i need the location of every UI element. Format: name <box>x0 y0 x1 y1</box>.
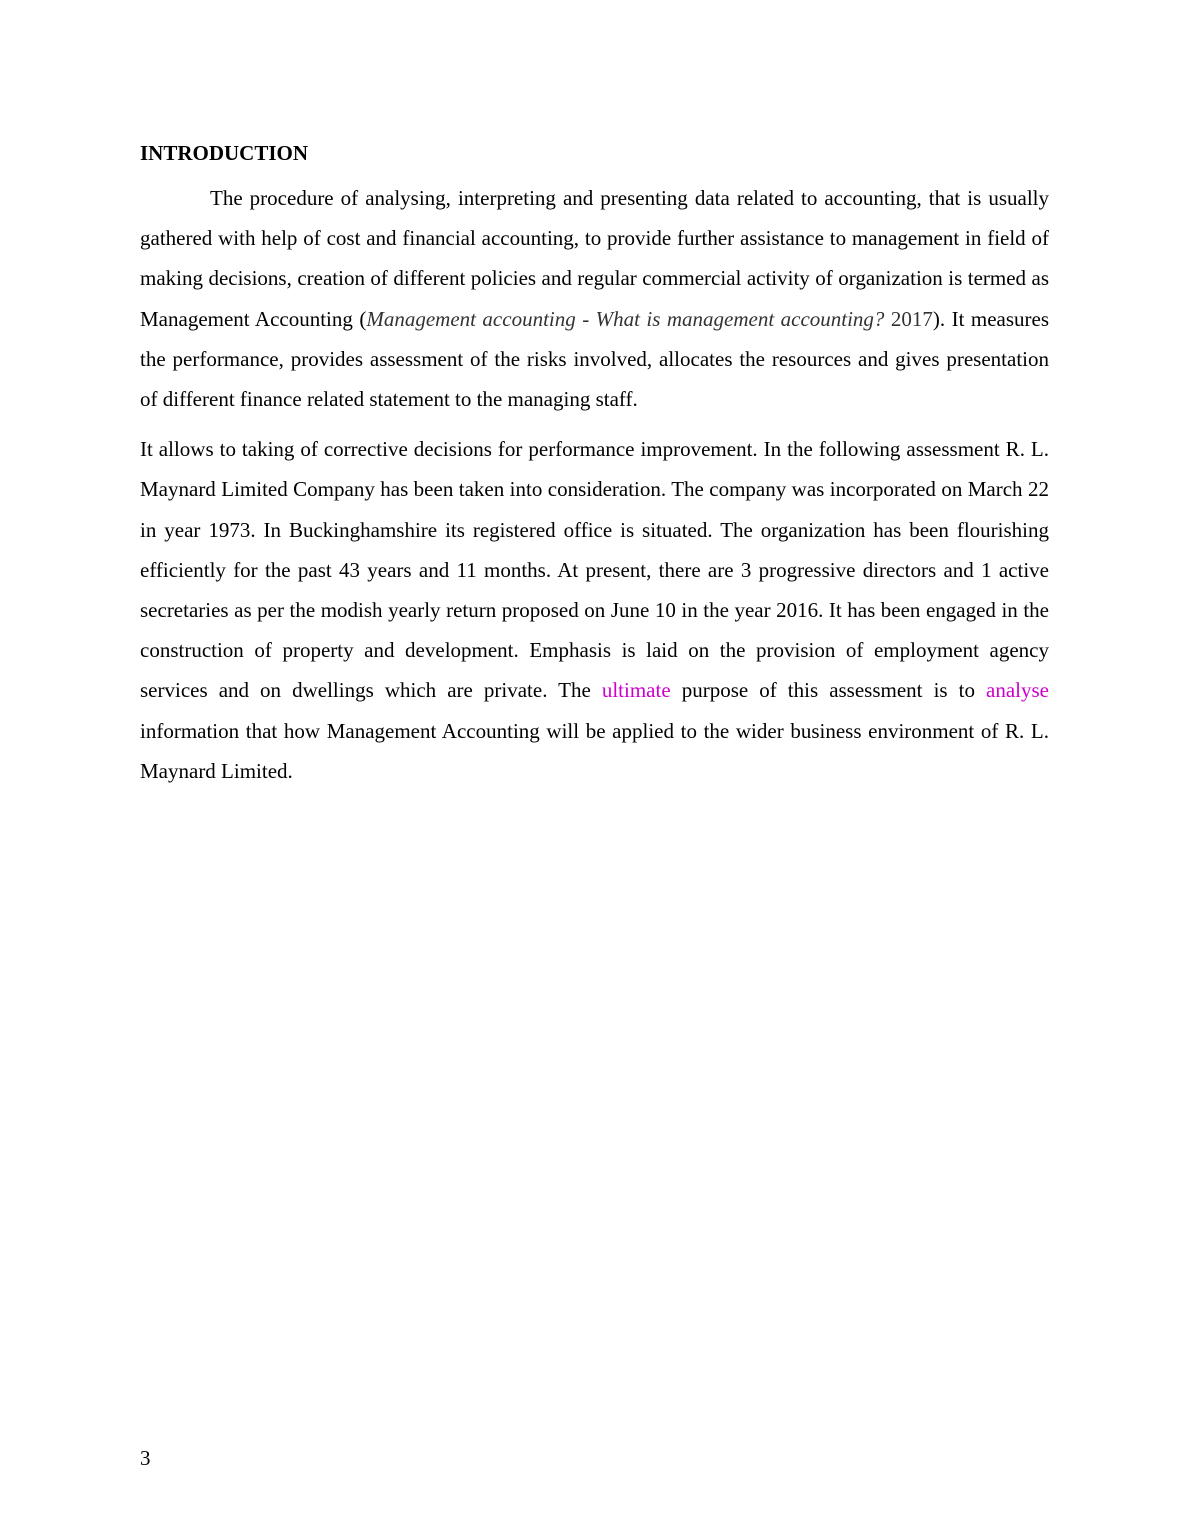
paragraph-2-text-part-1: It allows to taking of corrective decisions for performance improvement. In the following assessment R. L. Maynard Limited Company has been taken into consideration. The company was incorporated on March 22 in year 1973. In Buckinghamshire its registered office is situated. The organization has been flourishing efficiently for the past 43 years and 11 months. At present, there are 3 progressive directors and 1 active secretaries as per the modish yearly return proposed on June 10 in the year 2016. It has been engaged in the construction of property and development. Emphasis is laid on the provision of employment agency services and on dwellings which are private. The <box>140 437 1049 703</box>
paragraph-2-text-part-2: purpose of this assessment is to <box>670 678 987 703</box>
page-number: 3 <box>140 1446 151 1470</box>
citation-year: 2017 <box>884 306 933 331</box>
citation-title: Management accounting - What is management accounting? <box>366 306 885 331</box>
page-content <box>140 138 1049 791</box>
intro-paragraph-2 <box>140 429 1049 791</box>
paragraph-1-text-end: ). It measures the performance, provides assessment of the risks involved, allocates the resources and gives presentation of different finance related statement to the managing staff. <box>140 306 1049 412</box>
paragraph-2-text-part-3: information that how Management Accounting will be applied to the wider business environment of R. L. Maynard Limited. <box>140 718 1049 783</box>
highlighted-word-analyse: analyse <box>986 678 1049 703</box>
highlighted-word-ultimate: ultimate <box>601 678 671 703</box>
section-heading: INTRODUCTION <box>140 141 309 165</box>
paragraph-1-text-start: The procedure of analysing, interpreting and presenting data related to accounting, that is usually gathered with help of cost and financial accounting, to provide further assistance to management in field of making decisions, creation of different policies and regular commercial activity of organization is termed as Management Accounting ( <box>140 186 1049 331</box>
intro-paragraph-1 <box>140 178 1049 419</box>
